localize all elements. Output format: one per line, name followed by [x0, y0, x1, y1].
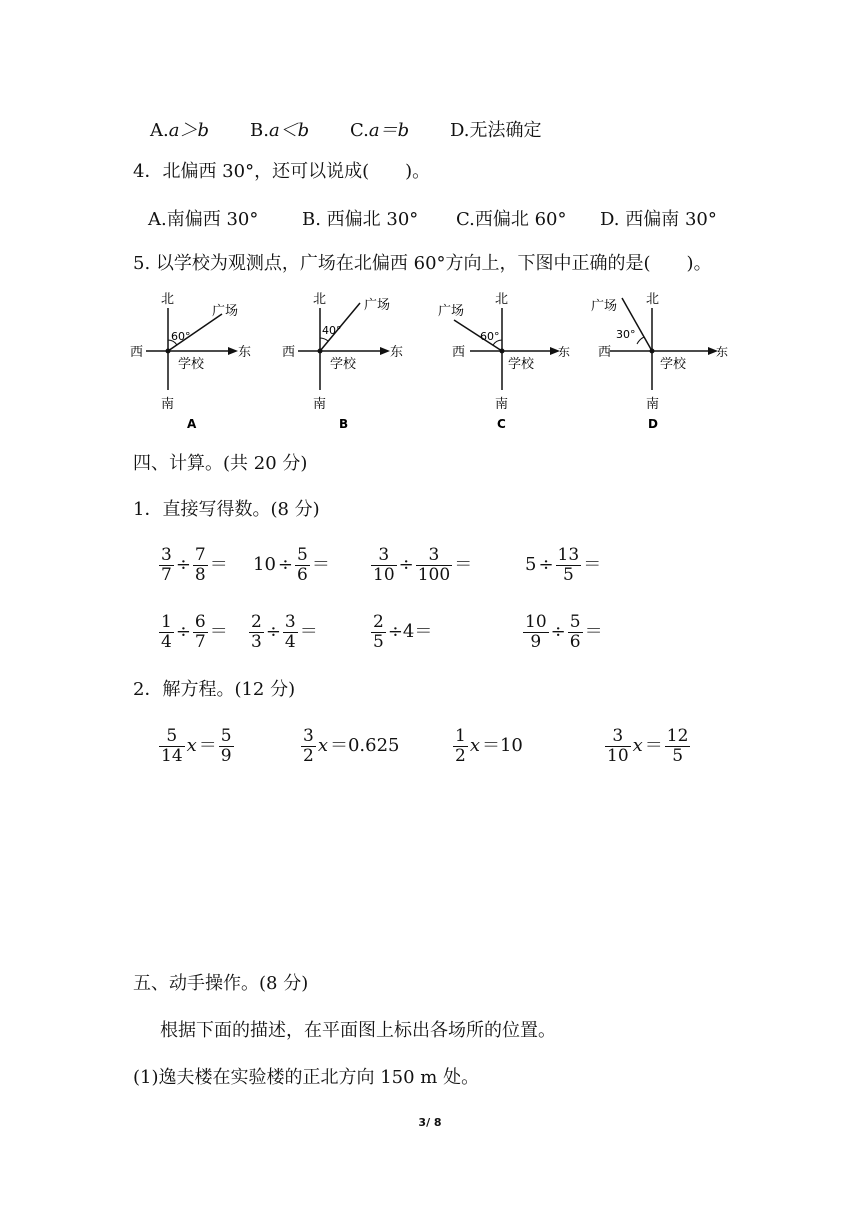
q4-option-b: B. 西偏北 30° — [302, 209, 419, 230]
q4-option-c: C.西偏北 60° — [456, 209, 567, 230]
q3-option-a: A.a＞b — [150, 120, 209, 141]
calc-r2c1: $\frac{1}{4}$ ÷ $\frac{6}{7}$ ＝ — [161, 611, 228, 652]
q5-stem: 5. 以学校为观测点，广场在北偏西 60°方向上，下图中正确的是( )。 — [133, 253, 712, 274]
section5-item1: (1)逸夫楼在实验楼的正北方向 150 m 处。 — [133, 1067, 480, 1088]
square-label: 广场 — [438, 304, 465, 319]
north-label: 北 — [313, 292, 327, 307]
q4-stem: 4．北偏西 30°，还可以说成( )。 — [133, 161, 431, 182]
school-label: 学校 — [178, 357, 205, 372]
diagram-letter: D — [648, 417, 658, 431]
north-label: 北 — [161, 292, 175, 307]
south-label: 南 — [646, 397, 660, 412]
q3-option-b: B.a＜b — [250, 120, 310, 141]
calc-r1c1: $\frac{3}{7}$ ÷ $\frac{7}{8}$ ＝ — [161, 544, 228, 585]
east-label: 东 — [390, 345, 404, 360]
square-label: 广场 — [212, 304, 239, 319]
compass-diagram-d — [586, 288, 729, 434]
diagram-letter: A — [187, 417, 197, 431]
q4-option-d: D. 西偏南 30° — [600, 209, 717, 230]
school-label: 学校 — [330, 357, 357, 372]
calc-r1c2: 10 ÷ $\frac{5}{6}$ ＝ — [253, 544, 330, 585]
q3-option-c: C.a＝b — [350, 120, 410, 141]
east-label: 东 — [558, 345, 571, 359]
angle-label: 60° — [480, 330, 500, 343]
west-label: 西 — [130, 345, 144, 360]
angle-label: 60° — [171, 330, 191, 343]
page-number: 3/ 8 — [418, 1116, 442, 1129]
square-label: 广场 — [591, 299, 618, 314]
section4-sub1: 1．直接写得数。(8 分) — [133, 499, 320, 520]
west-label: 西 — [282, 345, 296, 360]
south-label: 南 — [495, 397, 509, 412]
section5-intro: 根据下面的描述，在平面图上标出各场所的位置。 — [160, 1020, 556, 1041]
compass-diagram-a — [128, 288, 254, 434]
school-label: 学校 — [660, 357, 687, 372]
west-label: 西 — [598, 345, 612, 360]
compass-diagram-b — [280, 288, 406, 434]
calc-r2c2: $\frac{2}{3}$ ÷ $\frac{3}{4}$ ＝ — [251, 611, 318, 652]
west-label: 西 — [452, 345, 466, 360]
south-label: 南 — [161, 397, 175, 412]
compass-diagram-c — [432, 288, 572, 434]
equation-2: $\frac{3}{2}$ x ＝0.625 — [303, 725, 400, 766]
north-label: 北 — [495, 292, 509, 307]
diagram-letter: B — [339, 417, 349, 431]
north-label: 北 — [646, 292, 660, 307]
q4-option-a: A.南偏西 30° — [148, 209, 259, 230]
south-label: 南 — [313, 397, 327, 412]
section4-sub2: 2．解方程。(12 分) — [133, 679, 296, 700]
calc-r2c3: $\frac{2}{5}$ ÷4＝ — [373, 611, 433, 652]
equation-4: $\frac{3}{10}$ x ＝ $\frac{12}{5}$ — [607, 725, 689, 766]
section4-title: 四、计算。(共 20 分) — [133, 453, 308, 474]
calc-r2c4: $\frac{10}{9}$ ÷ $\frac{5}{6}$ ＝ — [525, 611, 603, 652]
calc-r1c3: $\frac{3}{10}$ ÷ $\frac{3}{100}$ ＝ — [373, 544, 473, 585]
equation-3: $\frac{1}{2}$ x ＝10 — [455, 725, 523, 766]
section5-title: 五、动手操作。(8 分) — [133, 973, 309, 994]
east-label: 东 — [238, 345, 252, 360]
equation-1: $\frac{5}{14}$ x ＝ $\frac{5}{9}$ — [161, 725, 232, 766]
east-label: 东 — [716, 345, 729, 359]
school-label: 学校 — [508, 357, 535, 372]
angle-label: 30° — [616, 328, 636, 341]
angle-label: 40° — [322, 324, 342, 337]
calc-r1c4: 5 ÷ $\frac{13}{5}$ ＝ — [525, 544, 602, 585]
q3-option-d: D.无法确定 — [450, 120, 542, 141]
square-label: 广场 — [364, 298, 391, 313]
diagram-letter: C — [497, 417, 506, 431]
